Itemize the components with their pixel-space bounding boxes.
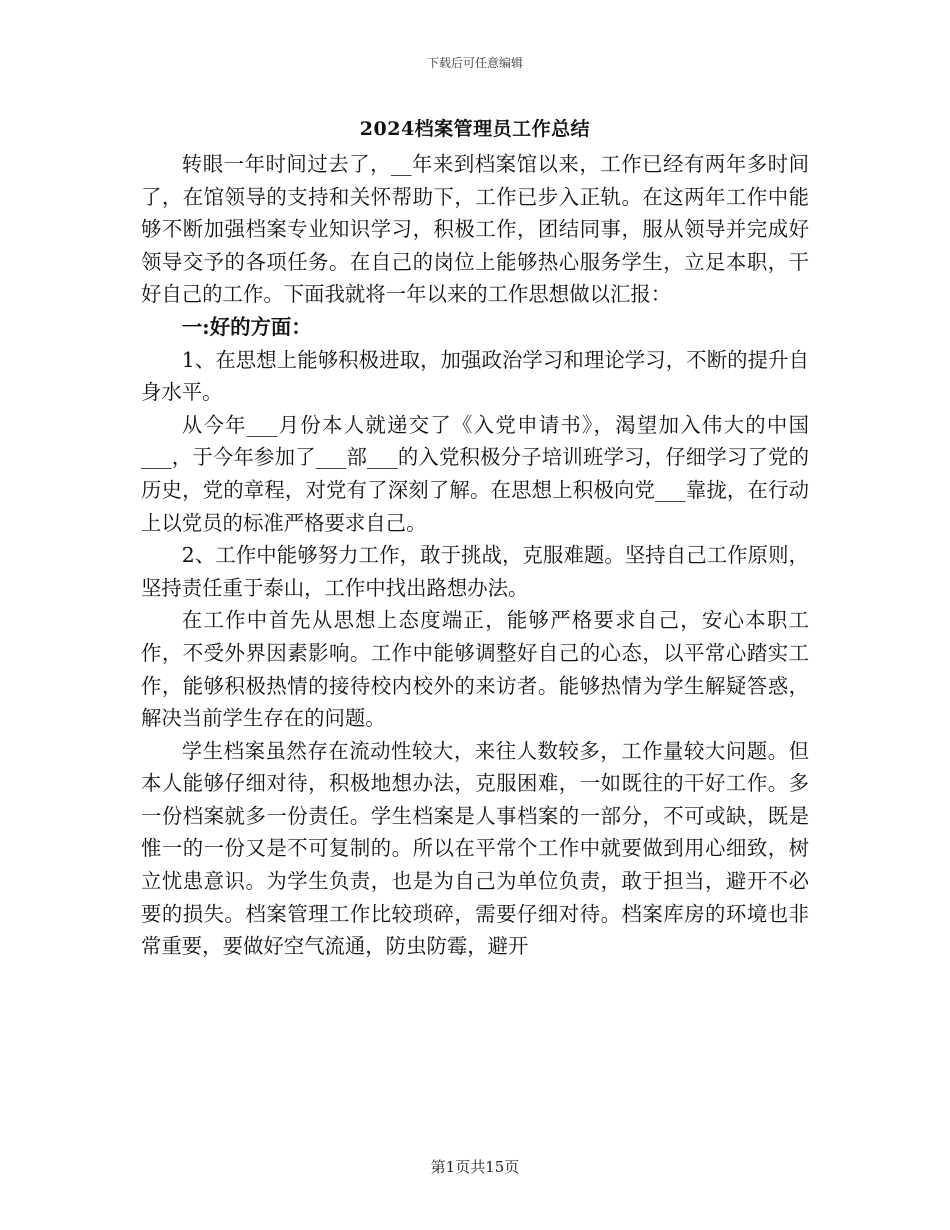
paragraph-intro: 转眼一年时间过去了，__年来到档案馆以来，工作已经有两年多时间了，在馆领导的支持和关怀帮助下，工作已步入正轨。在这两年工作中能够不断加强档案专业知识学习，积极工作，团结同事，服从领导并完成好领导交予的各项任务。在自己的岗位上能够热心服务学生，立足本职，干好自己的工作。下面我就将一年以来的工作思想做以汇报： (141, 152, 809, 307)
header-note: 下载后可任意编辑 (426, 56, 523, 70)
paragraph-work-attitude: 在工作中首先从思想上态度端正，能够严格要求自己，安心本职工作，不受外界因素影响。工作中能够调整好自己的心态，以平常心踏实工作，能够积极热情的接待校内校外的来访者。能够热情为学生解疑答惑，解决当前学生存在的问题。 (141, 608, 809, 731)
paragraph-student-archives: 学生档案虽然存在流动性较大，来往人数较多，工作量较大问题。但本人能够仔细对待，积极地想办法，克服困难，一如既往的干好工作。多一份档案就多一份责任。学生档案是人事档案的一部分，不可或缺，既是惟一的一份又是不可复制的。所以在平常个工作中就要做到用心细致，树立忧患意识。为学生负责，也是为自己为单位负责，敢于担当，避开不必要的损失。档案管理工作比较琐碎，需要仔细对待。档案库房的环境也非常重要，要做好空气流通，防虫防霉，避开 (141, 738, 809, 959)
document-body (141, 148, 809, 963)
section-heading-good-aspects: 一:好的方面： (181, 314, 312, 339)
paragraph-point-1: 1、在思想上能够积极进取，加强政治学习和理论学习，不断的提升自身水平。 (141, 347, 809, 405)
page-footer: 第1页共15页 (430, 1158, 520, 1176)
paragraph-point-2: 2、工作中能够努力工作，敢于挑战，克服难题。坚持自己工作原则，坚持责任重于泰山，工作中找出路想办法。 (141, 543, 809, 600)
paragraph-party-application: 从今年___月份本人就递交了《入党申请书》，渴望加入伟大的中国___，于今年参加了___部___的入党积极分子培训班学习，仔细学习了党的历史，党的章程，对党有了深刻了解。在思想上积极向党___靠拢，在行动上以党员的标准严格要求自己。 (141, 412, 809, 535)
document-title: 2024档案管理员工作总结 (359, 118, 591, 140)
